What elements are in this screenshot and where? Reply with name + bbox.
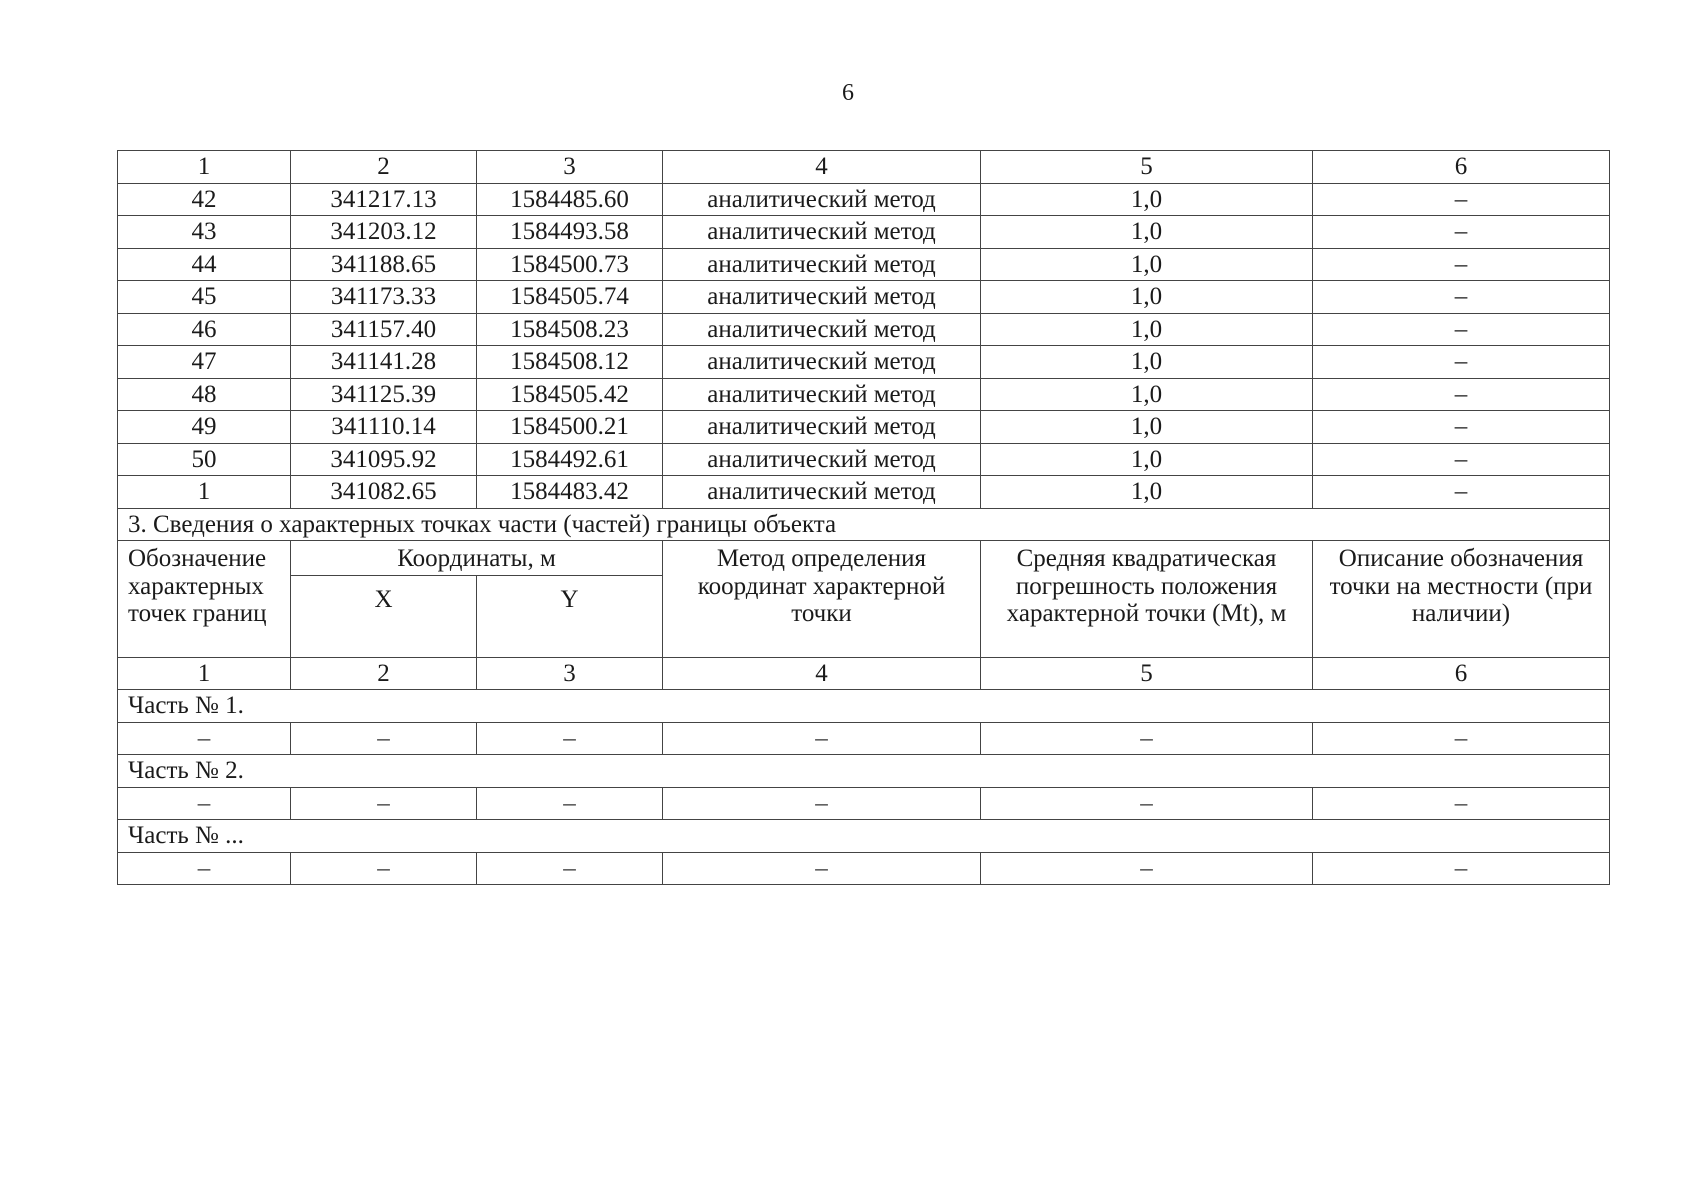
error-cell: – xyxy=(981,787,1313,820)
column-number: 3 xyxy=(477,657,663,690)
y-coordinate-cell: – xyxy=(477,722,663,755)
point-number-cell: 43 xyxy=(118,216,291,249)
error-cell: 1,0 xyxy=(981,476,1313,509)
y-coordinate-cell: 1584505.74 xyxy=(477,281,663,314)
header-method: Метод определения координат характерной точки xyxy=(663,541,981,658)
point-number-cell: – xyxy=(118,852,291,885)
coordinates-table xyxy=(117,150,1610,885)
description-cell: – xyxy=(1313,411,1610,444)
x-coordinate-cell: – xyxy=(291,787,477,820)
method-cell: – xyxy=(663,787,981,820)
column-number: 1 xyxy=(118,151,291,184)
error-cell: 1,0 xyxy=(981,183,1313,216)
error-cell: 1,0 xyxy=(981,281,1313,314)
error-cell: – xyxy=(981,852,1313,885)
part-label-row xyxy=(118,755,1610,788)
error-cell: – xyxy=(981,722,1313,755)
y-coordinate-cell: 1584492.61 xyxy=(477,443,663,476)
column-number: 2 xyxy=(291,151,477,184)
x-coordinate-cell: 341203.12 xyxy=(291,216,477,249)
description-cell: – xyxy=(1313,378,1610,411)
y-coordinate-cell: – xyxy=(477,852,663,885)
method-cell: аналитический метод xyxy=(663,248,981,281)
column-number: 1 xyxy=(118,657,291,690)
x-coordinate-cell: 341095.92 xyxy=(291,443,477,476)
point-number-cell: 48 xyxy=(118,378,291,411)
table-row xyxy=(118,378,1610,411)
column-number: 4 xyxy=(663,151,981,184)
table-row xyxy=(118,411,1610,444)
table-row xyxy=(118,183,1610,216)
description-cell: – xyxy=(1313,216,1610,249)
error-cell: 1,0 xyxy=(981,346,1313,379)
part-label-row xyxy=(118,820,1610,853)
x-coordinate-cell: 341082.65 xyxy=(291,476,477,509)
method-cell: – xyxy=(663,722,981,755)
y-coordinate-cell: 1584508.12 xyxy=(477,346,663,379)
method-cell: аналитический метод xyxy=(663,443,981,476)
description-cell: – xyxy=(1313,476,1610,509)
description-cell: – xyxy=(1313,852,1610,885)
header-x: X xyxy=(291,575,477,657)
point-number-cell: 50 xyxy=(118,443,291,476)
point-number-cell: 1 xyxy=(118,476,291,509)
point-number-cell: 42 xyxy=(118,183,291,216)
part-label: Часть № 1. xyxy=(118,690,1610,723)
point-number-cell: – xyxy=(118,722,291,755)
part-label: Часть № ... xyxy=(118,820,1610,853)
error-cell: 1,0 xyxy=(981,411,1313,444)
description-cell: – xyxy=(1313,248,1610,281)
column-number: 6 xyxy=(1313,657,1610,690)
column-number: 4 xyxy=(663,657,981,690)
description-cell: – xyxy=(1313,313,1610,346)
point-number-cell: 45 xyxy=(118,281,291,314)
part-label-row xyxy=(118,690,1610,723)
x-coordinate-cell: – xyxy=(291,852,477,885)
table-row xyxy=(118,346,1610,379)
method-cell: аналитический метод xyxy=(663,183,981,216)
x-coordinate-cell: 341217.13 xyxy=(291,183,477,216)
error-cell: 1,0 xyxy=(981,216,1313,249)
y-coordinate-cell: 1584485.60 xyxy=(477,183,663,216)
method-cell: аналитический метод xyxy=(663,313,981,346)
part-data-row xyxy=(118,722,1610,755)
description-cell: – xyxy=(1313,787,1610,820)
y-coordinate-cell: 1584505.42 xyxy=(477,378,663,411)
x-coordinate-cell: 341110.14 xyxy=(291,411,477,444)
part-label: Часть № 2. xyxy=(118,755,1610,788)
section-title-row xyxy=(118,508,1610,541)
error-cell: 1,0 xyxy=(981,378,1313,411)
header-row xyxy=(118,541,1610,576)
point-number-cell: 49 xyxy=(118,411,291,444)
description-cell: – xyxy=(1313,183,1610,216)
x-coordinate-cell: 341141.28 xyxy=(291,346,477,379)
description-cell: – xyxy=(1313,281,1610,314)
x-coordinate-cell: 341173.33 xyxy=(291,281,477,314)
column-numbers-row xyxy=(118,151,1610,184)
header-designation: Обозначение характерных точек границ xyxy=(118,541,291,658)
table-row xyxy=(118,443,1610,476)
column-number: 3 xyxy=(477,151,663,184)
point-number-cell: – xyxy=(118,787,291,820)
error-cell: 1,0 xyxy=(981,248,1313,281)
header-coordinates: Координаты, м xyxy=(291,541,663,576)
column-number: 6 xyxy=(1313,151,1610,184)
section-title: 3. Сведения о характерных точках части (частей) границы объекта xyxy=(118,508,1610,541)
table-row xyxy=(118,248,1610,281)
header-description: Описание обозначения точки на местности (при наличии) xyxy=(1313,541,1610,658)
method-cell: аналитический метод xyxy=(663,378,981,411)
table-row xyxy=(118,313,1610,346)
method-cell: аналитический метод xyxy=(663,346,981,379)
error-cell: 1,0 xyxy=(981,313,1313,346)
x-coordinate-cell: 341125.39 xyxy=(291,378,477,411)
description-cell: – xyxy=(1313,346,1610,379)
header-error: Средняя квадратическая погрешность положения характерной точки (Mt), м xyxy=(981,541,1313,658)
y-coordinate-cell: – xyxy=(477,787,663,820)
part-data-row xyxy=(118,787,1610,820)
description-cell: – xyxy=(1313,722,1610,755)
x-coordinate-cell: – xyxy=(291,722,477,755)
y-coordinate-cell: 1584500.73 xyxy=(477,248,663,281)
y-coordinate-cell: 1584508.23 xyxy=(477,313,663,346)
description-cell: – xyxy=(1313,443,1610,476)
error-cell: 1,0 xyxy=(981,443,1313,476)
page-number: 6 xyxy=(842,80,854,106)
y-coordinate-cell: 1584483.42 xyxy=(477,476,663,509)
table-row xyxy=(118,476,1610,509)
point-number-cell: 47 xyxy=(118,346,291,379)
method-cell: аналитический метод xyxy=(663,216,981,249)
header-y: Y xyxy=(477,575,663,657)
method-cell: аналитический метод xyxy=(663,411,981,444)
column-number: 2 xyxy=(291,657,477,690)
table-row xyxy=(118,216,1610,249)
point-number-cell: 46 xyxy=(118,313,291,346)
column-numbers-row xyxy=(118,657,1610,690)
x-coordinate-cell: 341157.40 xyxy=(291,313,477,346)
method-cell: – xyxy=(663,852,981,885)
y-coordinate-cell: 1584493.58 xyxy=(477,216,663,249)
y-coordinate-cell: 1584500.21 xyxy=(477,411,663,444)
method-cell: аналитический метод xyxy=(663,281,981,314)
coordinates-table-body xyxy=(118,151,1610,885)
table-row xyxy=(118,281,1610,314)
column-number: 5 xyxy=(981,151,1313,184)
x-coordinate-cell: 341188.65 xyxy=(291,248,477,281)
point-number-cell: 44 xyxy=(118,248,291,281)
part-data-row xyxy=(118,852,1610,885)
method-cell: аналитический метод xyxy=(663,476,981,509)
column-number: 5 xyxy=(981,657,1313,690)
